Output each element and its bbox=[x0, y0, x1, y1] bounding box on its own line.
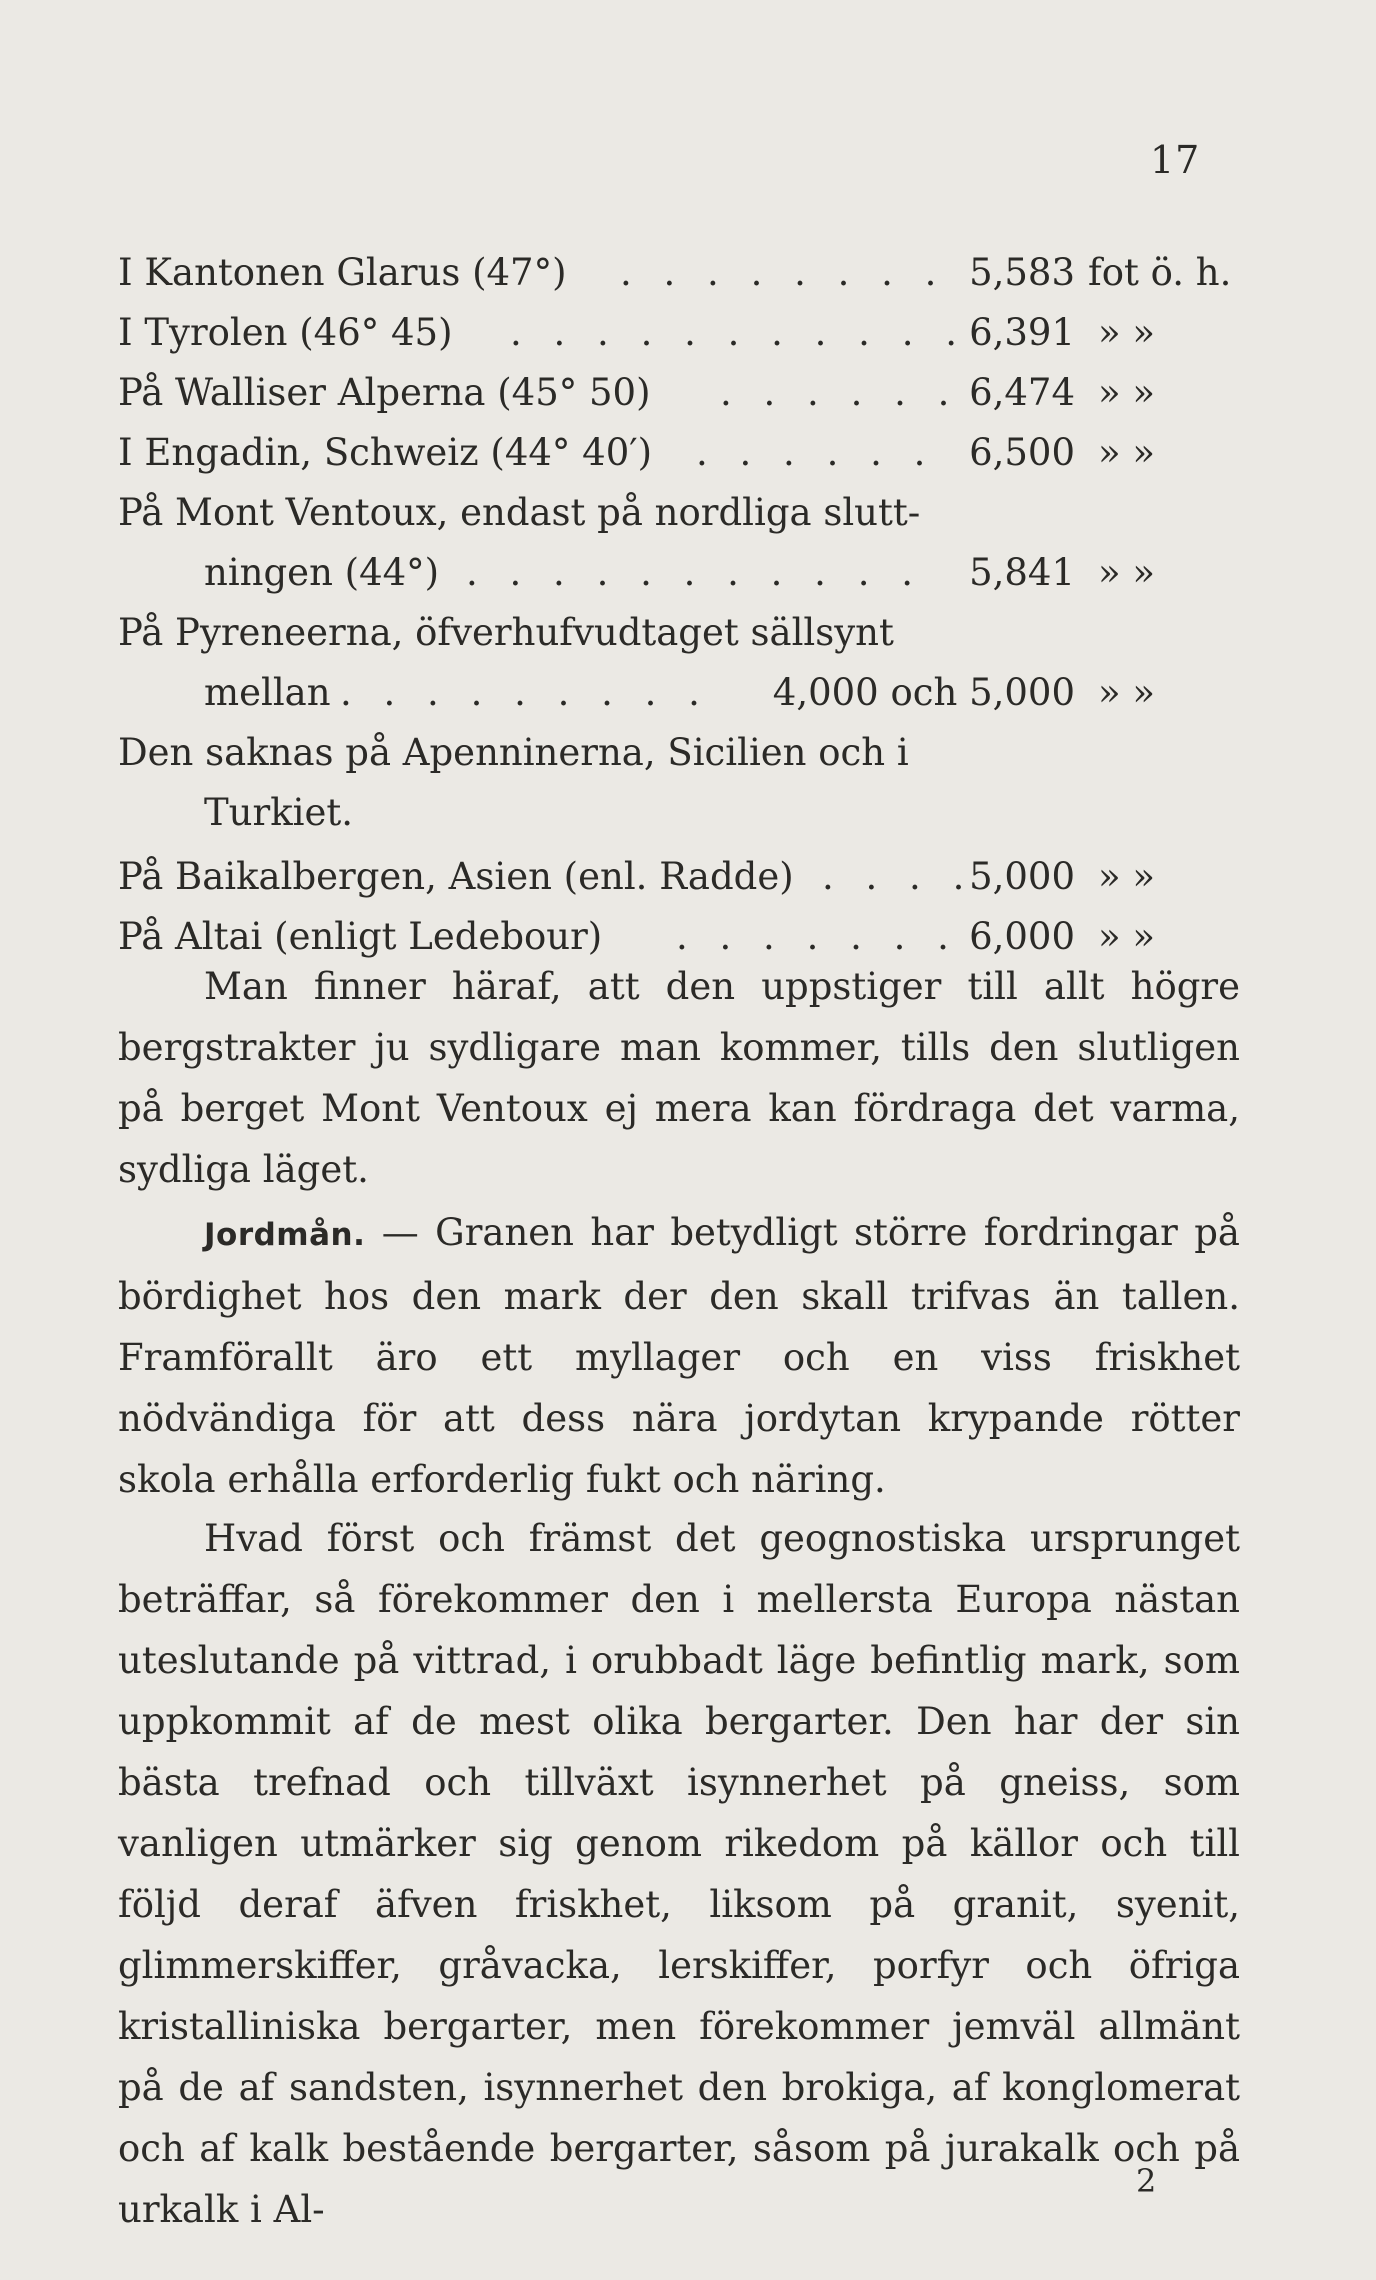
table-row-unit: » » bbox=[1098, 551, 1156, 594]
signature-mark: 2 bbox=[1136, 2162, 1157, 2200]
table-row-dots: . . . . bbox=[822, 855, 975, 898]
table-row-label: På Altai (enligt Ledebour) bbox=[118, 915, 603, 958]
table-row-unit: » » bbox=[1098, 371, 1156, 414]
table-row-unit: fot ö. h. bbox=[1088, 251, 1232, 294]
table-row-value: 5,841 bbox=[969, 551, 1075, 594]
table-row-unit: » » bbox=[1098, 311, 1156, 354]
table-row-value: 6,391 bbox=[969, 311, 1075, 354]
table-row-unit: » » bbox=[1098, 915, 1156, 958]
paragraph-jordman-body: — Granen har betydligt större fordringar på bördighet hos den mark der den skall trifvas än tallen. Framförallt äro ett myllager och en viss friskhet nödvändiga för att dess nära jordytan krypande rötter skola erhålla erforderlig fukt och näring. bbox=[118, 1211, 1240, 1501]
table-row-dots: . . . . . . . . . . . bbox=[510, 311, 967, 354]
table-row-dots: . . . . . . . . . . . bbox=[466, 551, 923, 594]
table-row-label: mellan bbox=[204, 671, 331, 714]
table-row-label: I Tyrolen (46° 45) bbox=[118, 311, 453, 354]
table-row-value: 5,583 bbox=[969, 251, 1075, 294]
table-row-value: 5,000 bbox=[969, 855, 1075, 898]
table-row-value: 6,500 bbox=[969, 431, 1075, 474]
table-row-dots: . . . . . . . . . bbox=[340, 671, 710, 714]
table-row-value: 6,000 bbox=[969, 915, 1075, 958]
table-row-label: På Mont Ventoux, endast på nordliga slutt- bbox=[118, 491, 921, 534]
paragraph-geognostic: Hvad först och främst det geognostiska ursprunget beträffar, så förekommer den i mellersta Europa nästan uteslutande på vittrad, i orubbadt läge befintlig mark, som uppkommit af de mest olika bergarter. Den har der sin bästa trefnad och tillväxt isynnerhet på gneiss, som vanligen utmärker sig genom rikedom på källor och till följd deraf äfven friskhet, liksom på granit, syenit, glimmerskiffer, gråvacka, lerskiffer, porfyr och öfriga kristalliniska bergarter, men förekommer jemväl allmänt på de af sandsten, isynnerhet den brokiga, af konglomerat och af kalk bestående bergarter, såsom på jurakalk och på urkalk i Al- bbox=[118, 1517, 1240, 2231]
table-row-label: Den saknas på Apenninerna, Sicilien och i bbox=[118, 731, 909, 774]
table-row-value: 4,000 och 5,000 bbox=[772, 671, 1075, 714]
table-row-label: På Baikalbergen, Asien (enl. Radde) bbox=[118, 855, 794, 898]
table-row-label: På Pyreneerna, öfverhufvudtaget sällsynt bbox=[118, 611, 894, 654]
table-row-label: ningen (44°) bbox=[204, 551, 440, 594]
table-row-label: Turkiet. bbox=[204, 791, 353, 834]
paragraph-jordman bbox=[118, 1202, 1240, 1510]
table-row-dots: . . . . . . . bbox=[676, 915, 959, 958]
section-heading-jordman: Jordmån. bbox=[204, 1217, 366, 1253]
table-row-dots: . . . . . . bbox=[720, 371, 960, 414]
table-row-value: 6,474 bbox=[969, 371, 1075, 414]
table-row-label: I Kantonen Glarus (47°) bbox=[118, 251, 567, 294]
table-row-unit: » » bbox=[1098, 671, 1156, 714]
table-row-dots: . . . . . . bbox=[696, 431, 936, 474]
table-row-dots: . . . . . . . . bbox=[620, 251, 947, 294]
paragraph-conclusion: Man finner häraf, att den uppstiger till allt högre bergstrakter ju sydligare man kommer, tills den slutligen på berget Mont Ventoux ej mera kan fördraga det varma, sydliga läget. bbox=[118, 965, 1240, 1191]
table-row-unit: » » bbox=[1098, 855, 1156, 898]
table-row-label: I Engadin, Schweiz (44° 40′) bbox=[118, 431, 653, 474]
table-row-unit: » » bbox=[1098, 431, 1156, 474]
table-row-label: På Walliser Alperna (45° 50) bbox=[118, 371, 651, 414]
page-number: 17 bbox=[1150, 138, 1201, 182]
